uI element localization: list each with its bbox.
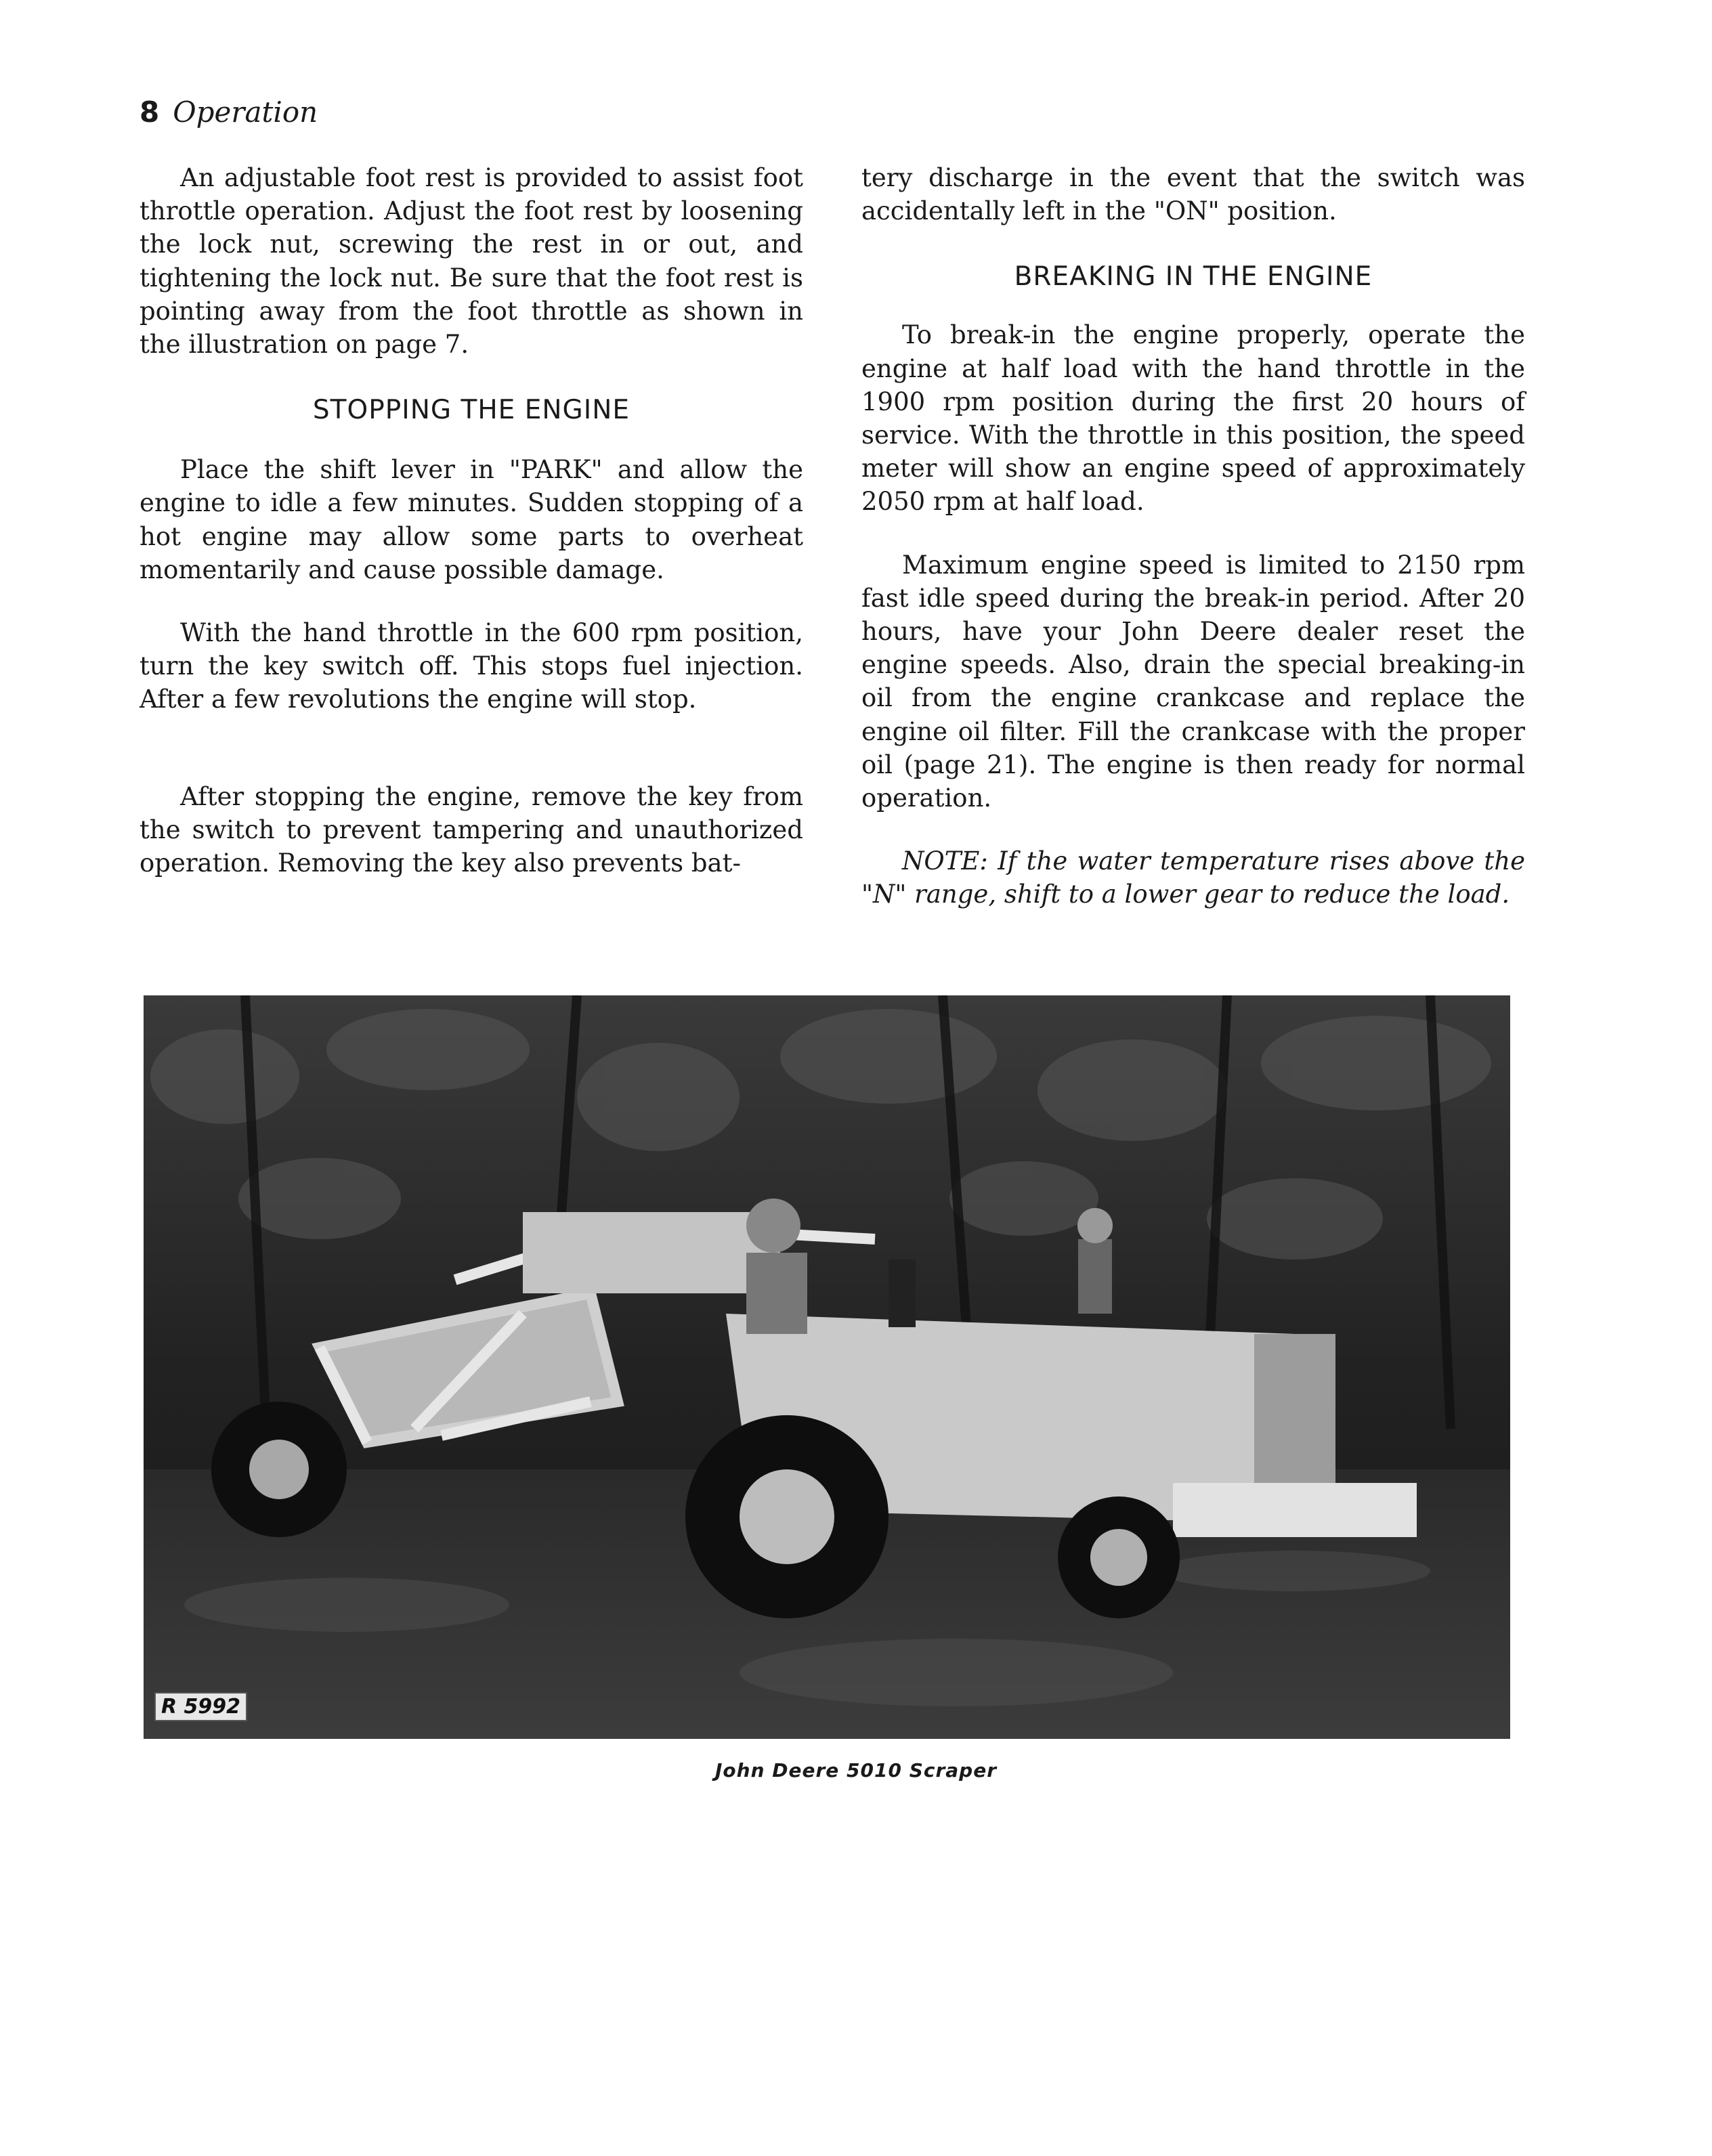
figure-tag: R 5992 (154, 1692, 247, 1721)
scraper-photo (144, 995, 1510, 1739)
stopping-engine-heading: STOPPING THE ENGINE (312, 395, 630, 426)
water-temperature-note: NOTE: If the water temperature rises above the "N" range, shift to a lower gear to reduce the load. (861, 846, 1525, 909)
max-speed-paragraph: Maximum engine speed is limited to 2150 rpm fast idle speed during the break-in period. After 20 hours, have your John Deere dealer reset the engine speeds. Also, drain the special breaking-in oil from the engine crankcase and replace the engine oil filter. Fill the crankcase with the proper oil (page 21). The engine is then ready for normal operation. (861, 550, 1525, 813)
figure-caption: John Deere 5010 Scraper (714, 1759, 998, 1782)
page-number: 8 (140, 95, 160, 129)
section-title: Operation (173, 95, 318, 129)
break-in-paragraph: To break-in the engine properly, operate the engine at half load with the hand throttle in the 1900 rpm position during the first 20 hours of service. With the throttle in this position, the speed meter will show an engine speed of approximately 2050 rpm at half load. (861, 320, 1525, 517)
scraper-illustration (144, 995, 1510, 1739)
left-column (140, 161, 803, 880)
foot-rest-paragraph: An adjustable foot rest is provided to assist foot throttle operation. Adjust the foot rest by loosening the lock nut, screwing the rest in or out, and tightening the lock nut. Be sure that the foot rest is pointing away from the foot throttle as shown in the illustration on page 7. (140, 163, 803, 360)
right-column (861, 161, 1525, 911)
park-paragraph: Place the shift lever in "PARK" and allow the engine to idle a few minutes. Sudden stopping of a hot engine may allow some parts to overheat momentarily and cause possible damage. (140, 455, 803, 584)
battery-discharge-paragraph: tery discharge in the event that the switch was accidentally left in the "ON" position. (861, 163, 1525, 226)
remove-key-paragraph: After stopping the engine, remove the key from the switch to prevent tampering and unauthorized operation. Removing the key also prevents bat- (140, 781, 803, 878)
page-header (140, 92, 318, 133)
breaking-in-heading: BREAKING IN THE ENGINE (1014, 261, 1373, 293)
hand-throttle-paragraph: With the hand throttle in the 600 rpm position, turn the key switch off. This stops fuel injection. After a few revolutions the engine will stop. (140, 618, 803, 714)
